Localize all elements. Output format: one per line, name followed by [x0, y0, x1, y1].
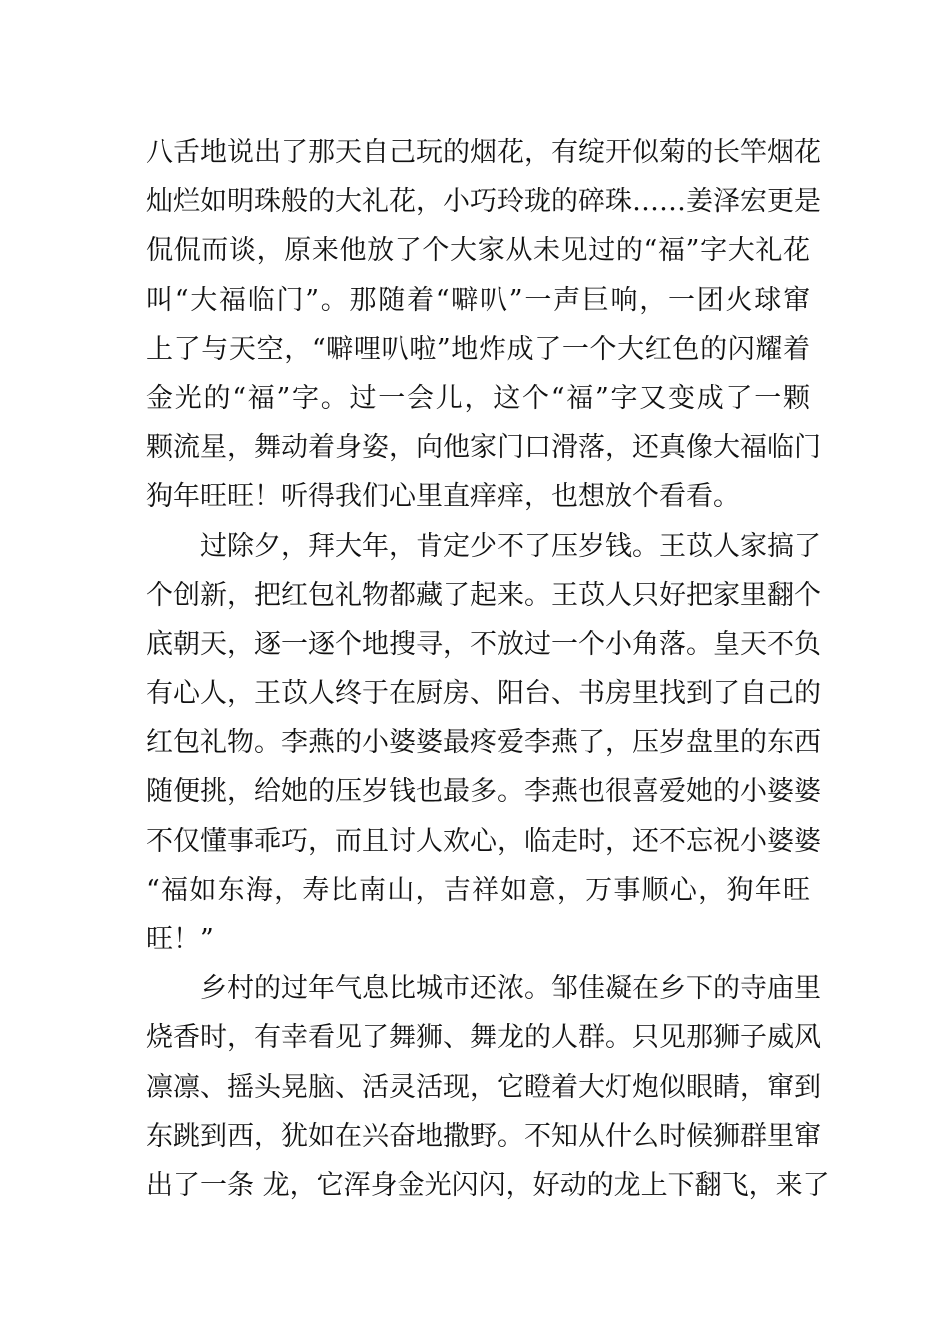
paragraph-1-line: 狗年旺旺！听得我们心里直痒痒，也想放个看看。 — [146, 481, 740, 513]
paragraph-1-line: 叫“大福临门”。那随着“噼叭”一声巨响，一团火球窜 — [146, 284, 810, 316]
paragraph-2-line: 有心人，王苡人终于在厨房、阳台、书房里找到了自己的 — [146, 678, 821, 710]
paragraph-3-line: 出了一条 龙，它浑身金光闪闪，好动的龙上下翻飞，来了 — [146, 1169, 830, 1201]
body-text — [146, 128, 830, 1210]
paragraph-2-line: 随便挑，给她的压岁钱也最多。李燕也很喜爱她的小婆婆 — [146, 776, 821, 808]
paragraph-2-line: 红包礼物。李燕的小婆婆最疼爱李燕了，压岁盘里的东西 — [146, 727, 821, 759]
paragraph-2-line: “福如东海，寿比南山，吉祥如意，万事顺心，狗年旺 — [146, 874, 810, 906]
paragraph-2-line: 过除夕，拜大年，肯定少不了压岁钱。王苡人家搞了 — [200, 530, 821, 562]
paragraph-2-line: 底朝天，逐一逐个地搜寻，不放过一个小角落。皇天不负 — [146, 628, 821, 660]
paragraph-2-line: 不仅懂事乖巧，而且讨人欢心，临走时，还不忘祝小婆婆 — [146, 825, 821, 857]
paragraph-1-line: 八舌地说出了那天自己玩的烟花，有绽开似菊的长竿烟花 — [146, 137, 821, 168]
paragraph-1-line: 颗流星，舞动着身姿，向他家门口滑落，还真像大福临门 — [146, 432, 821, 464]
paragraph-1-line: 灿烂如明珠般的大礼花，小巧玲珑的碎珠……姜泽宏更是 — [146, 186, 821, 218]
paragraph-3-line: 乡村的过年气息比城市还浓。邹佳凝在乡下的寺庙里 — [200, 973, 821, 1005]
paragraph-2-line: 旺！” — [146, 924, 214, 955]
paragraph-3-line: 烧香时，有幸看见了舞狮、舞龙的人群。只见那狮子威风 — [146, 1022, 821, 1054]
paragraph-1-line: 侃侃而谈，原来他放了个大家从未见过的“福”字大礼花 — [146, 235, 810, 267]
paragraph-3-line: 东跳到西，犹如在兴奋地撒野。不知从什么时候狮群里窜 — [146, 1120, 821, 1152]
paragraph-1-line: 金光的“福”字。过一会儿，这个“福”字又变成了一颗 — [146, 382, 810, 414]
paragraph-3-line: 凛凛、摇头晃脑、活灵活现，它瞪着大灯炮似眼睛，窜到 — [146, 1071, 821, 1103]
paragraph-1-line: 上了与天空，“噼哩叭啦”地炸成了一个大红色的闪耀着 — [146, 333, 810, 365]
paragraph-2-line: 个创新，把红包礼物都藏了起来。王苡人只好把家里翻个 — [146, 579, 821, 611]
